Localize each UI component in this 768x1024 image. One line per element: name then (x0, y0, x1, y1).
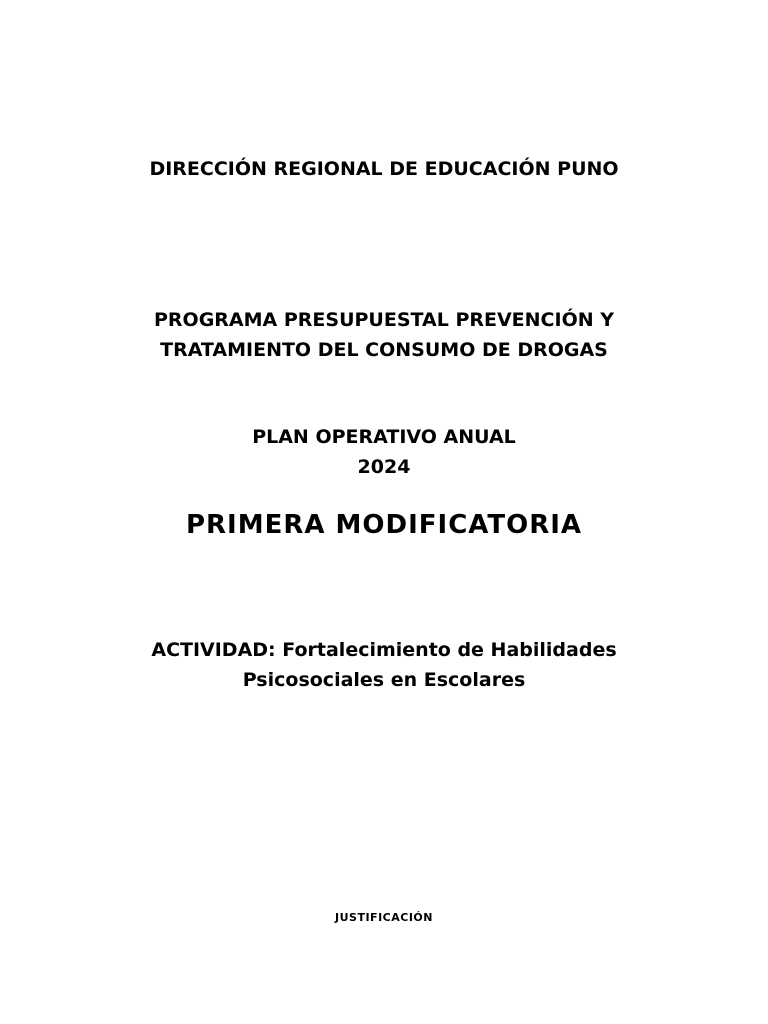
plan-title: PLAN OPERATIVO ANUAL (252, 426, 516, 448)
program-title-line-1: PROGRAMA PRESUPUESTAL PREVENCIÓN Y (154, 309, 614, 331)
program-title-line-2: TRATAMIENTO DEL CONSUMO DE DROGAS (160, 339, 608, 361)
institution-title: DIRECCIÓN REGIONAL DE EDUCACIÓN PUNO (149, 158, 619, 180)
section-heading-justificacion: JUSTIFICACIÓN (335, 911, 433, 924)
activity-line-2: Psicosociales en Escolares (242, 669, 526, 691)
modification-title: PRIMERA MODIFICATORIA (185, 510, 583, 540)
plan-year: 2024 (357, 456, 411, 478)
activity-line-1: ACTIVIDAD: Fortalecimiento de Habilidades (151, 639, 617, 661)
